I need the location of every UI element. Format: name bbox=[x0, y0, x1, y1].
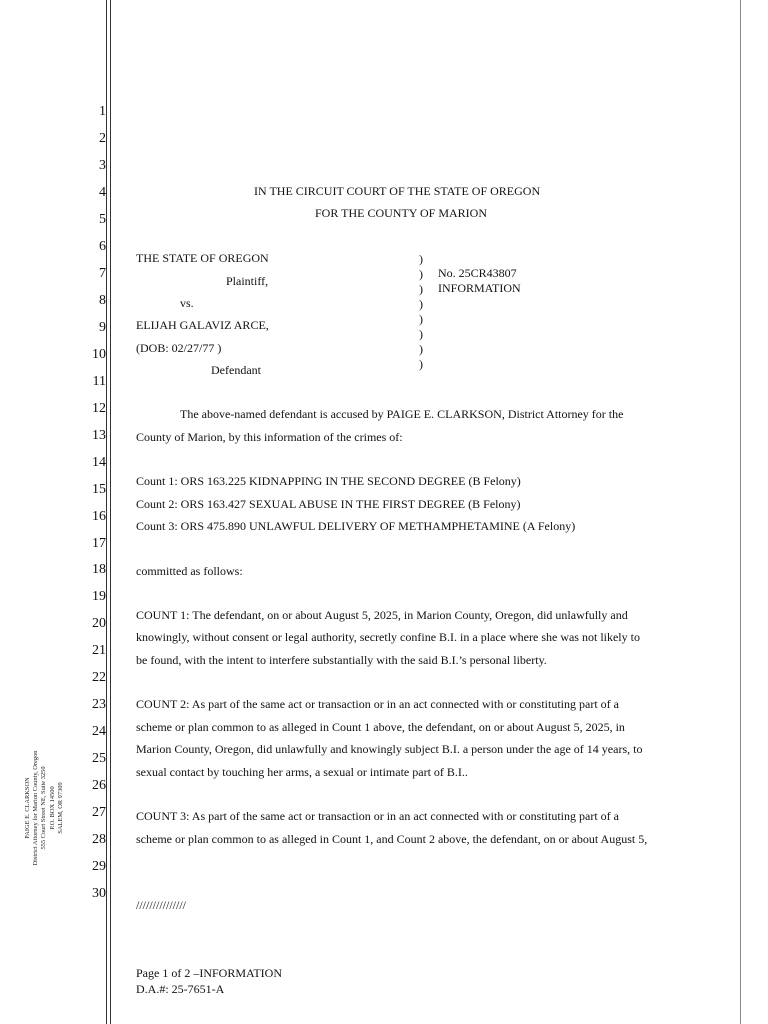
caption-paren: ) bbox=[419, 327, 423, 341]
line-number: 28 bbox=[92, 832, 106, 848]
caption-paren: ) bbox=[419, 297, 423, 311]
attorney-po-box: P.O. BOX 14500 bbox=[48, 786, 56, 830]
line-number: 24 bbox=[92, 724, 106, 740]
defendant-name: ELIJAH GALAVIZ ARCE, bbox=[136, 318, 269, 332]
line-number: 15 bbox=[92, 481, 106, 497]
count2-line-4: sexual contact by touching her arms, a sexual or intimate part of B.I.. bbox=[136, 765, 468, 779]
caption-paren: ) bbox=[419, 267, 423, 281]
court-title-line2: FOR THE COUNTY OF MARION bbox=[315, 206, 488, 220]
count2-line-2: scheme or plan common to as alleged in Count 1 above, the defendant, on or about August 5, 2025, in bbox=[136, 720, 625, 734]
count2-line-1: COUNT 2: As part of the same act or transaction or in an act connected with or constituting part of a bbox=[136, 697, 619, 711]
attorney-address-block bbox=[24, 728, 64, 888]
footer-page-label: Page 1 of 2 –INFORMATION bbox=[136, 966, 282, 980]
line-number: 25 bbox=[92, 751, 106, 767]
document-type: INFORMATION bbox=[438, 281, 521, 295]
right-margin-rule bbox=[740, 0, 741, 1024]
line-number: 5 bbox=[99, 211, 106, 227]
left-margin-rule-outer bbox=[106, 0, 107, 1024]
line-number: 10 bbox=[92, 346, 106, 362]
caption-paren: ) bbox=[419, 342, 423, 356]
count3-line-1: COUNT 3: As part of the same act or transaction or in an act connected with or constituting part of a bbox=[136, 809, 619, 823]
count1-line-3: be found, with the intent to interfere substantially with the said B.I.’s personal liberty. bbox=[136, 653, 547, 667]
attorney-office: District Attorney for Marion County, Oregon bbox=[32, 750, 40, 866]
line-number: 1 bbox=[99, 104, 106, 119]
attorney-city: SALEM, OR 97309 bbox=[56, 782, 64, 834]
line-number: 23 bbox=[92, 697, 106, 713]
plaintiff-label: Plaintiff, bbox=[226, 274, 269, 288]
line-number: 22 bbox=[92, 670, 106, 686]
defendant-dob: (DOB: 02/27/77 ) bbox=[136, 341, 222, 355]
caption-paren: ) bbox=[419, 357, 423, 371]
count-list-item-1: Count 1: ORS 163.225 KIDNAPPING IN THE SECOND DEGREE (B Felony) bbox=[136, 474, 521, 488]
attorney-name: PAIGE E. CLARKSON bbox=[24, 777, 31, 839]
line-number: 27 bbox=[92, 805, 106, 821]
line-number: 29 bbox=[92, 859, 106, 875]
versus-text: vs. bbox=[180, 296, 194, 310]
caption-paren: ) bbox=[419, 282, 423, 296]
caption-paren: ) bbox=[419, 252, 423, 266]
plaintiff-name: THE STATE OF OREGON bbox=[136, 251, 269, 265]
intro-line-1: The above-named defendant is accused by PAIGE E. CLARKSON, District Attorney for the bbox=[180, 407, 624, 421]
footer-da-number: D.A.#: 25-7651-A bbox=[136, 982, 225, 996]
committed-as-follows: committed as follows: bbox=[136, 564, 243, 578]
line-number: 9 bbox=[99, 319, 106, 335]
line-number: 19 bbox=[92, 589, 106, 605]
line-number: 26 bbox=[92, 778, 106, 794]
count1-line-2: knowingly, without consent or legal authority, secretly confine B.I. in a place where she was not likely to bbox=[136, 630, 640, 644]
line-number: 7 bbox=[99, 265, 106, 281]
count-list-item-2: Count 2: ORS 163.427 SEXUAL ABUSE IN THE FIRST DEGREE (B Felony) bbox=[136, 497, 521, 511]
count2-line-3: Marion County, Oregon, did unlawfully and knowingly subject B.I. a person under the age of 14 years, to bbox=[136, 742, 643, 756]
line-number: 14 bbox=[92, 454, 106, 470]
line-number: 3 bbox=[99, 157, 106, 173]
line-number: 21 bbox=[92, 643, 106, 659]
line-number: 2 bbox=[99, 130, 106, 146]
continuation-slashes: /////////////// bbox=[136, 898, 187, 912]
line-number: 13 bbox=[92, 427, 106, 443]
attorney-street: 555 Court Street NE, Suite 3250 bbox=[40, 766, 48, 850]
line-number: 8 bbox=[99, 292, 106, 308]
line-number: 16 bbox=[92, 508, 106, 524]
line-number: 30 bbox=[92, 886, 106, 902]
line-number: 11 bbox=[92, 373, 106, 389]
left-margin-rule-inner bbox=[110, 0, 111, 1024]
line-number: 4 bbox=[99, 184, 106, 200]
case-number: No. 25CR43807 bbox=[438, 266, 517, 280]
caption-paren: ) bbox=[419, 312, 423, 326]
court-title-line1: IN THE CIRCUIT COURT OF THE STATE OF OREGON bbox=[254, 184, 541, 198]
line-number: 17 bbox=[92, 535, 106, 551]
count1-line-1: COUNT 1: The defendant, on or about August 5, 2025, in Marion County, Oregon, did unlawfully and bbox=[136, 608, 628, 622]
line-number: 12 bbox=[92, 400, 106, 416]
intro-line-2: County of Marion, by this information of the crimes of: bbox=[136, 430, 403, 444]
defendant-label: Defendant bbox=[211, 363, 261, 377]
count-list-item-3: Count 3: ORS 475.890 UNLAWFUL DELIVERY OF METHAMPHETAMINE (A Felony) bbox=[136, 519, 576, 533]
line-number: 18 bbox=[92, 562, 106, 578]
line-number: 20 bbox=[92, 616, 106, 632]
count3-line-2: scheme or plan common to as alleged in Count 1, and Count 2 above, the defendant, on or about August 5, bbox=[136, 832, 648, 846]
line-number: 6 bbox=[99, 238, 106, 254]
